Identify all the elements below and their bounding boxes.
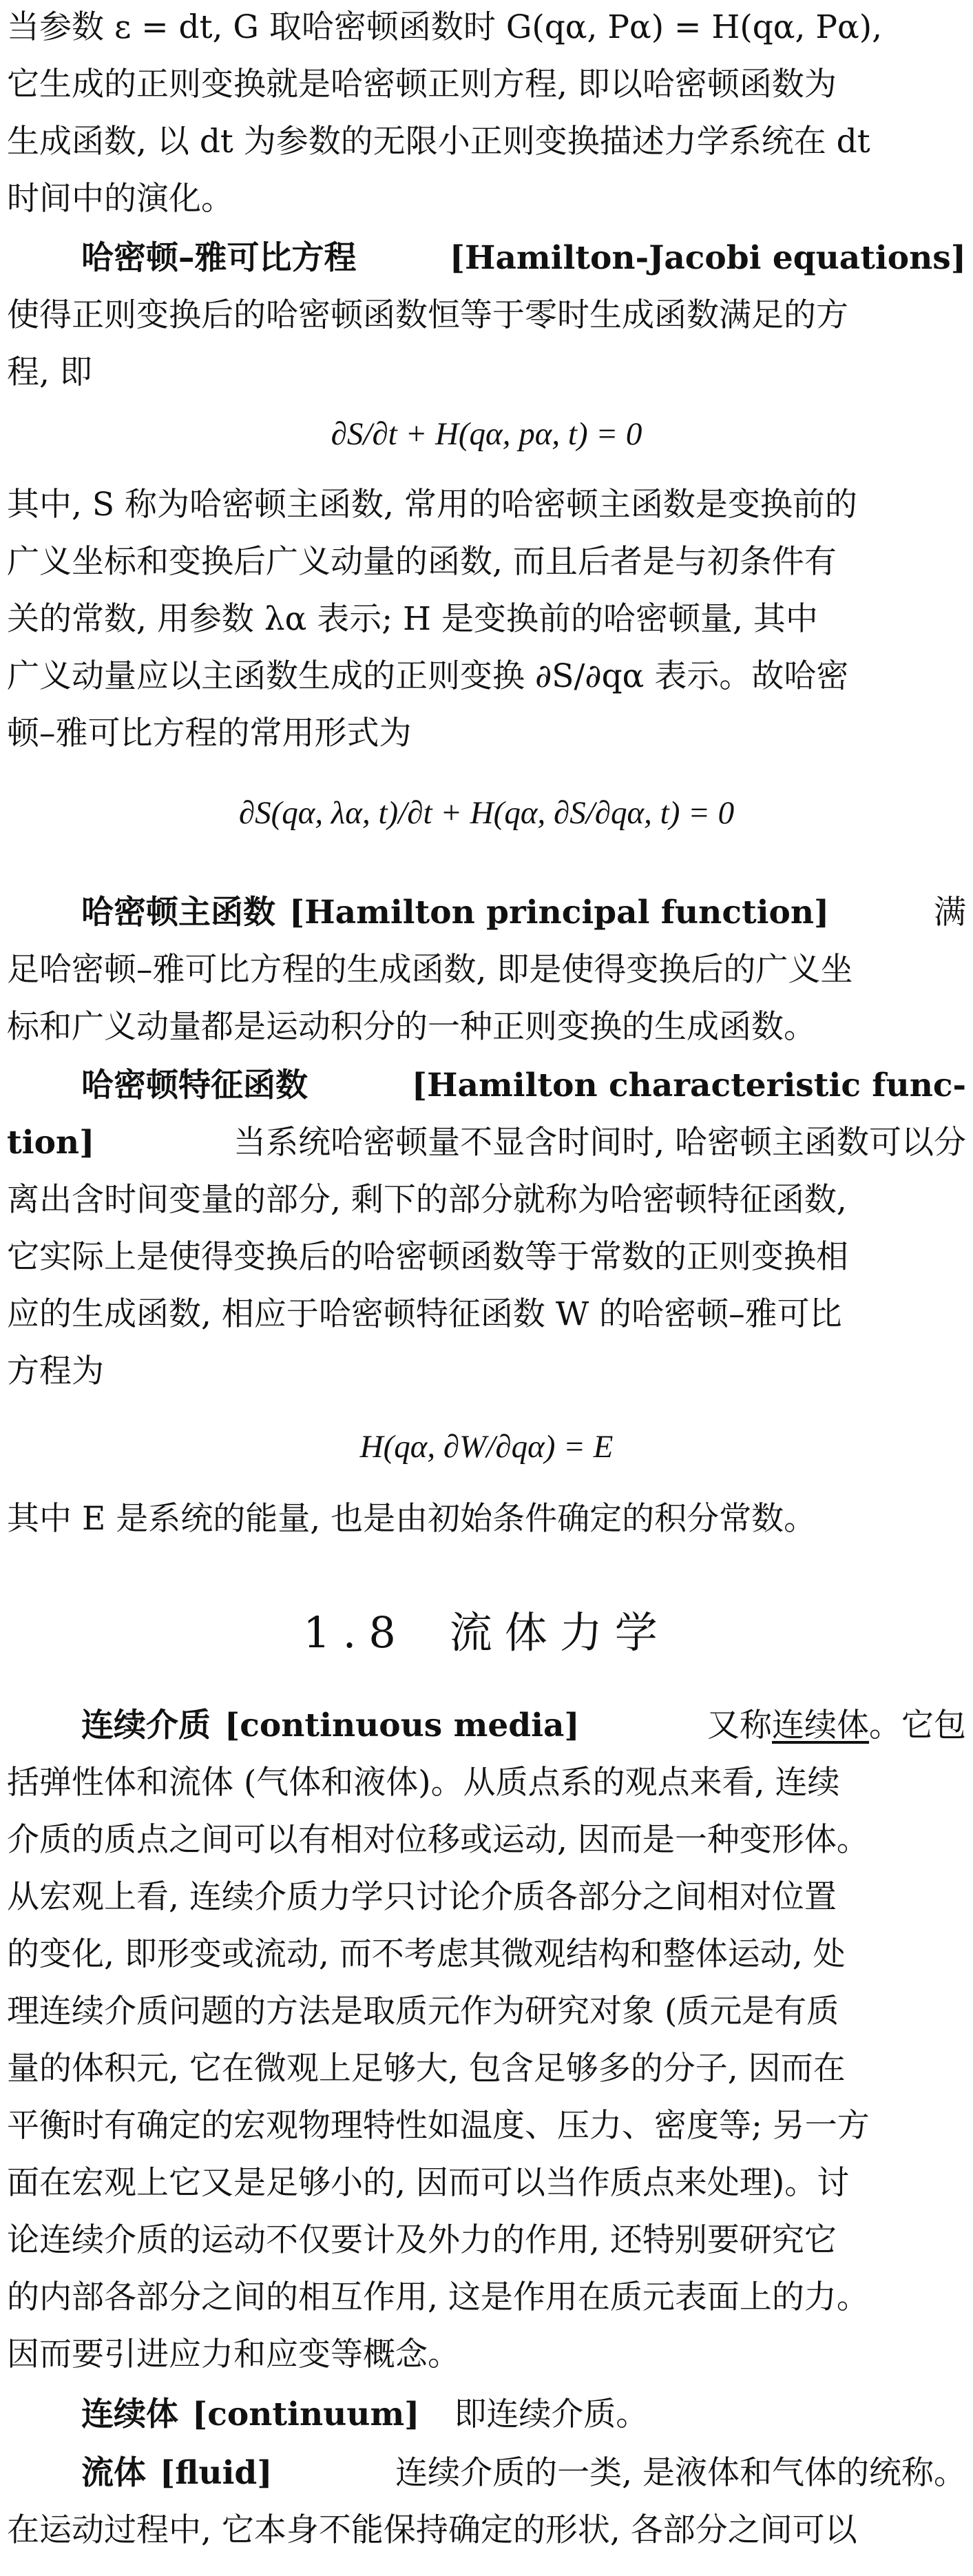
section-heading [0, 1605, 973, 1660]
text-line: 其中 E 是系统的能量, 也是由初始条件确定的积分常数。 [7, 1500, 817, 1538]
text-line: 生成函数, 以 dt 为参数的无限小正则变换描述力学系统在 dt [7, 123, 870, 161]
entry-continuum: 连续体 [continuum] 即连续介质。 [81, 2394, 966, 2435]
entry-hamilton-principal-function: 哈密顿主函数 [Hamilton principal function] 满 [81, 892, 966, 934]
text-line: 广义动量应以主函数生成的正则变换 ∂S/∂qα 表示。故哈密 [7, 657, 849, 695]
text-line: 足哈密顿–雅可比方程的生成函数, 即是使得变换后的广义坐 [7, 951, 853, 989]
entry-term: 流体 [81, 2454, 146, 2492]
text-line: 它生成的正则变换就是哈密顿正则方程, 即以哈密顿函数为 [7, 65, 837, 103]
text-line: 括弹性体和流体 (气体和液体)。从质点系的观点来看, 连续 [7, 1764, 840, 1802]
text-line: 方程为 [7, 1352, 104, 1390]
entry-term: 连续介质 [81, 1707, 211, 1744]
entry-english: [fluid] [160, 2454, 273, 2492]
entry-term: 连续体 [81, 2395, 178, 2433]
text-line: 当参数 ε = dt, G 取哈密顿函数时 G(qα, Pα) = H(qα, Pα), [7, 8, 883, 46]
entry-english: [Hamilton principal function] [289, 894, 830, 931]
text-line: 使得正则变换后的哈密顿函数恒等于零时生成函数满足的方 [7, 296, 848, 334]
entry-english: [continuum] [192, 2395, 420, 2433]
entry-term: 哈密顿特征函数 [81, 1067, 308, 1104]
text-line: 从宏观上看, 连续介质力学只讨论介质各部分之间相对位置 [7, 1878, 837, 1916]
text-line: 广义坐标和变换后广义动量的函数, 而且后者是与初条件有 [7, 543, 837, 581]
entry-term: 哈密顿主函数 [81, 894, 275, 931]
section-number: 1.8 [303, 1607, 408, 1658]
text-line: 时间中的演化。 [7, 180, 233, 218]
entry-english: [Hamilton characteristic func- [411, 1067, 966, 1104]
text-line: tion] 当系统哈密顿量不显含时间时, 哈密顿主函数可以分 [7, 1124, 966, 1162]
entry-fluid: 流体 [fluid] 连续介质的一类, 是液体和气体的统称。 [81, 2453, 966, 2494]
entry-hamilton-characteristic-function [81, 1065, 966, 1106]
text-line: 面在宏观上它又是足够小的, 因而可以当作质点来处理)。讨 [7, 2164, 850, 2202]
text-line: 的变化, 即形变或流动, 而不考虑其微观结构和整体运动, 处 [7, 1935, 846, 1973]
text-line: 离出含时间变量的部分, 剩下的部分就称为哈密顿特征函数, [7, 1181, 847, 1219]
text-line: 论连续介质的运动不仅要计及外力的作用, 还特别要研究它 [7, 2221, 837, 2259]
text-line: 在运动过程中, 它本身不能保持确定的形状, 各部分之间可以 [7, 2511, 857, 2549]
text-line: 关的常数, 用参数 λα 表示; H 是变换前的哈密顿量, 其中 [7, 600, 818, 638]
entry-english: [Hamilton-Jacobi equations] [449, 239, 966, 277]
cross-reference-link[interactable]: 连续体 [772, 1707, 869, 1744]
equation-hamilton-characteristic: H(qα, ∂W/∂qα) = E [359, 1429, 614, 1465]
entry-hamilton-jacobi [81, 238, 966, 279]
text-line: 介质的质点之间可以有相对位移或运动, 因而是一种变形体。 [7, 1821, 869, 1859]
text-line: 顿–雅可比方程的常用形式为 [7, 714, 412, 752]
text-line: 量的体积元, 它在微观上足够大, 包含足够多的分子, 因而在 [7, 2050, 846, 2088]
text-line: 标和广义动量都是运动积分的一种正则变换的生成函数。 [7, 1008, 816, 1046]
text-line: 的内部各部分之间的相互作用, 这是作用在质元表面上的力。 [7, 2278, 869, 2316]
text-line: 它实际上是使得变换后的哈密顿函数等于常数的正则变换相 [7, 1238, 848, 1276]
text-line: 应的生成函数, 相应于哈密顿特征函数 W 的哈密顿–雅可比 [7, 1295, 842, 1333]
equation-hamilton-jacobi-general: ∂S(qα, λα, t)/∂t + H(qα, ∂S/∂qα, t) = 0 [238, 795, 735, 831]
text-line: 因而要引进应力和应变等概念。 [7, 2336, 460, 2373]
section-title: 流体力学 [449, 1607, 670, 1658]
text-line: 程, 即 [7, 353, 92, 391]
equation-hamilton-jacobi: ∂S/∂t + H(qα, pα, t) = 0 [331, 416, 642, 452]
text-line: 平衡时有确定的宏观物理特性如温度、压力、密度等; 另一方 [7, 2107, 870, 2145]
entry-continuous-media: 连续介质 [continuous media] 又称连续体。它包 [81, 1705, 966, 1746]
entry-english: [continuous media] [224, 1707, 580, 1744]
text-line: 理连续介质问题的方法是取质元作为研究对象 (质元是有质 [7, 1992, 839, 2030]
text-line: 其中, S 称为哈密顿主函数, 常用的哈密顿主函数是变换前的 [7, 486, 857, 524]
entry-term: 哈密顿–雅可比方程 [81, 239, 357, 277]
